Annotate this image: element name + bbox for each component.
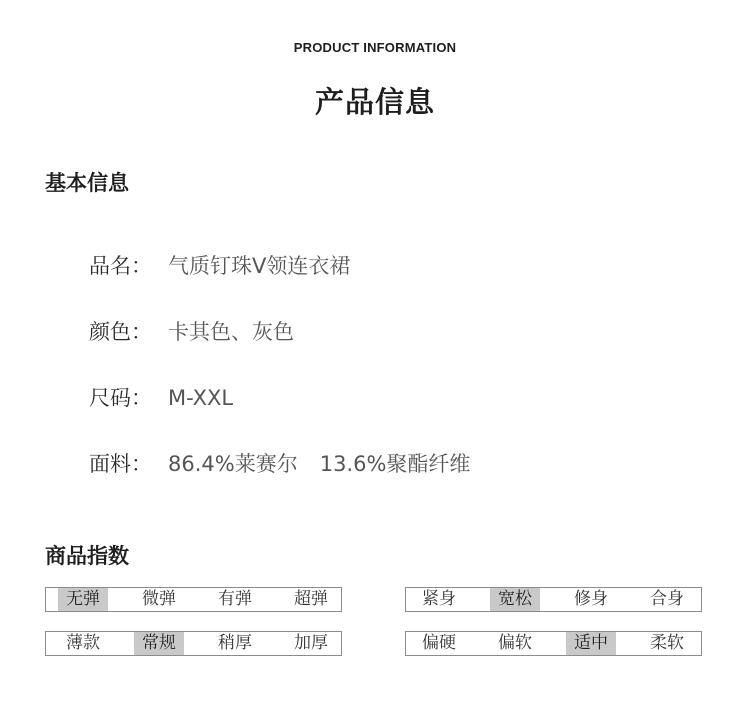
info-value: 气质钉珠V领连衣裙 xyxy=(168,254,351,278)
index-option: 常规 xyxy=(134,632,184,655)
index-option: 无弹 xyxy=(58,588,108,611)
info-row-color xyxy=(89,316,294,346)
thickness-scale xyxy=(45,631,342,656)
index-option: 偏硬 xyxy=(422,633,456,653)
index-option: 合身 xyxy=(650,589,684,609)
index-option: 紧身 xyxy=(422,589,456,609)
index-option: 柔软 xyxy=(650,633,684,653)
softness-scale xyxy=(405,631,702,656)
index-option: 有弹 xyxy=(218,589,252,609)
index-option: 薄款 xyxy=(66,633,100,653)
info-row-name xyxy=(89,250,350,280)
index-option: 超弹 xyxy=(294,589,328,609)
index-option: 宽松 xyxy=(490,588,540,611)
info-row-size xyxy=(89,382,233,412)
info-label: 品名： xyxy=(89,254,152,278)
info-value: 86.4%莱赛尔 xyxy=(168,452,298,476)
index-option: 修身 xyxy=(574,589,608,609)
info-value: M-XXL xyxy=(168,386,234,410)
info-label: 颜色： xyxy=(89,320,152,344)
page-title: 产品信息 xyxy=(314,85,435,119)
eyebrow-title: PRODUCT INFORMATION xyxy=(293,40,457,55)
info-value-secondary: 13.6%聚酯纤维 xyxy=(319,452,471,476)
index-option: 偏软 xyxy=(498,633,532,653)
index-option: 加厚 xyxy=(294,633,328,653)
index-option: 稍厚 xyxy=(218,633,252,653)
fit-scale xyxy=(405,587,702,612)
info-label: 面料： xyxy=(89,452,152,476)
index-option: 适中 xyxy=(566,632,616,655)
product-index-heading: 商品指数 xyxy=(45,544,129,568)
info-value: 卡其色、灰色 xyxy=(168,320,294,344)
info-label: 尺码： xyxy=(89,386,152,410)
index-option: 微弹 xyxy=(142,589,176,609)
basic-info-heading: 基本信息 xyxy=(45,171,129,195)
elasticity-scale xyxy=(45,587,342,612)
info-row-fabric xyxy=(89,448,470,478)
